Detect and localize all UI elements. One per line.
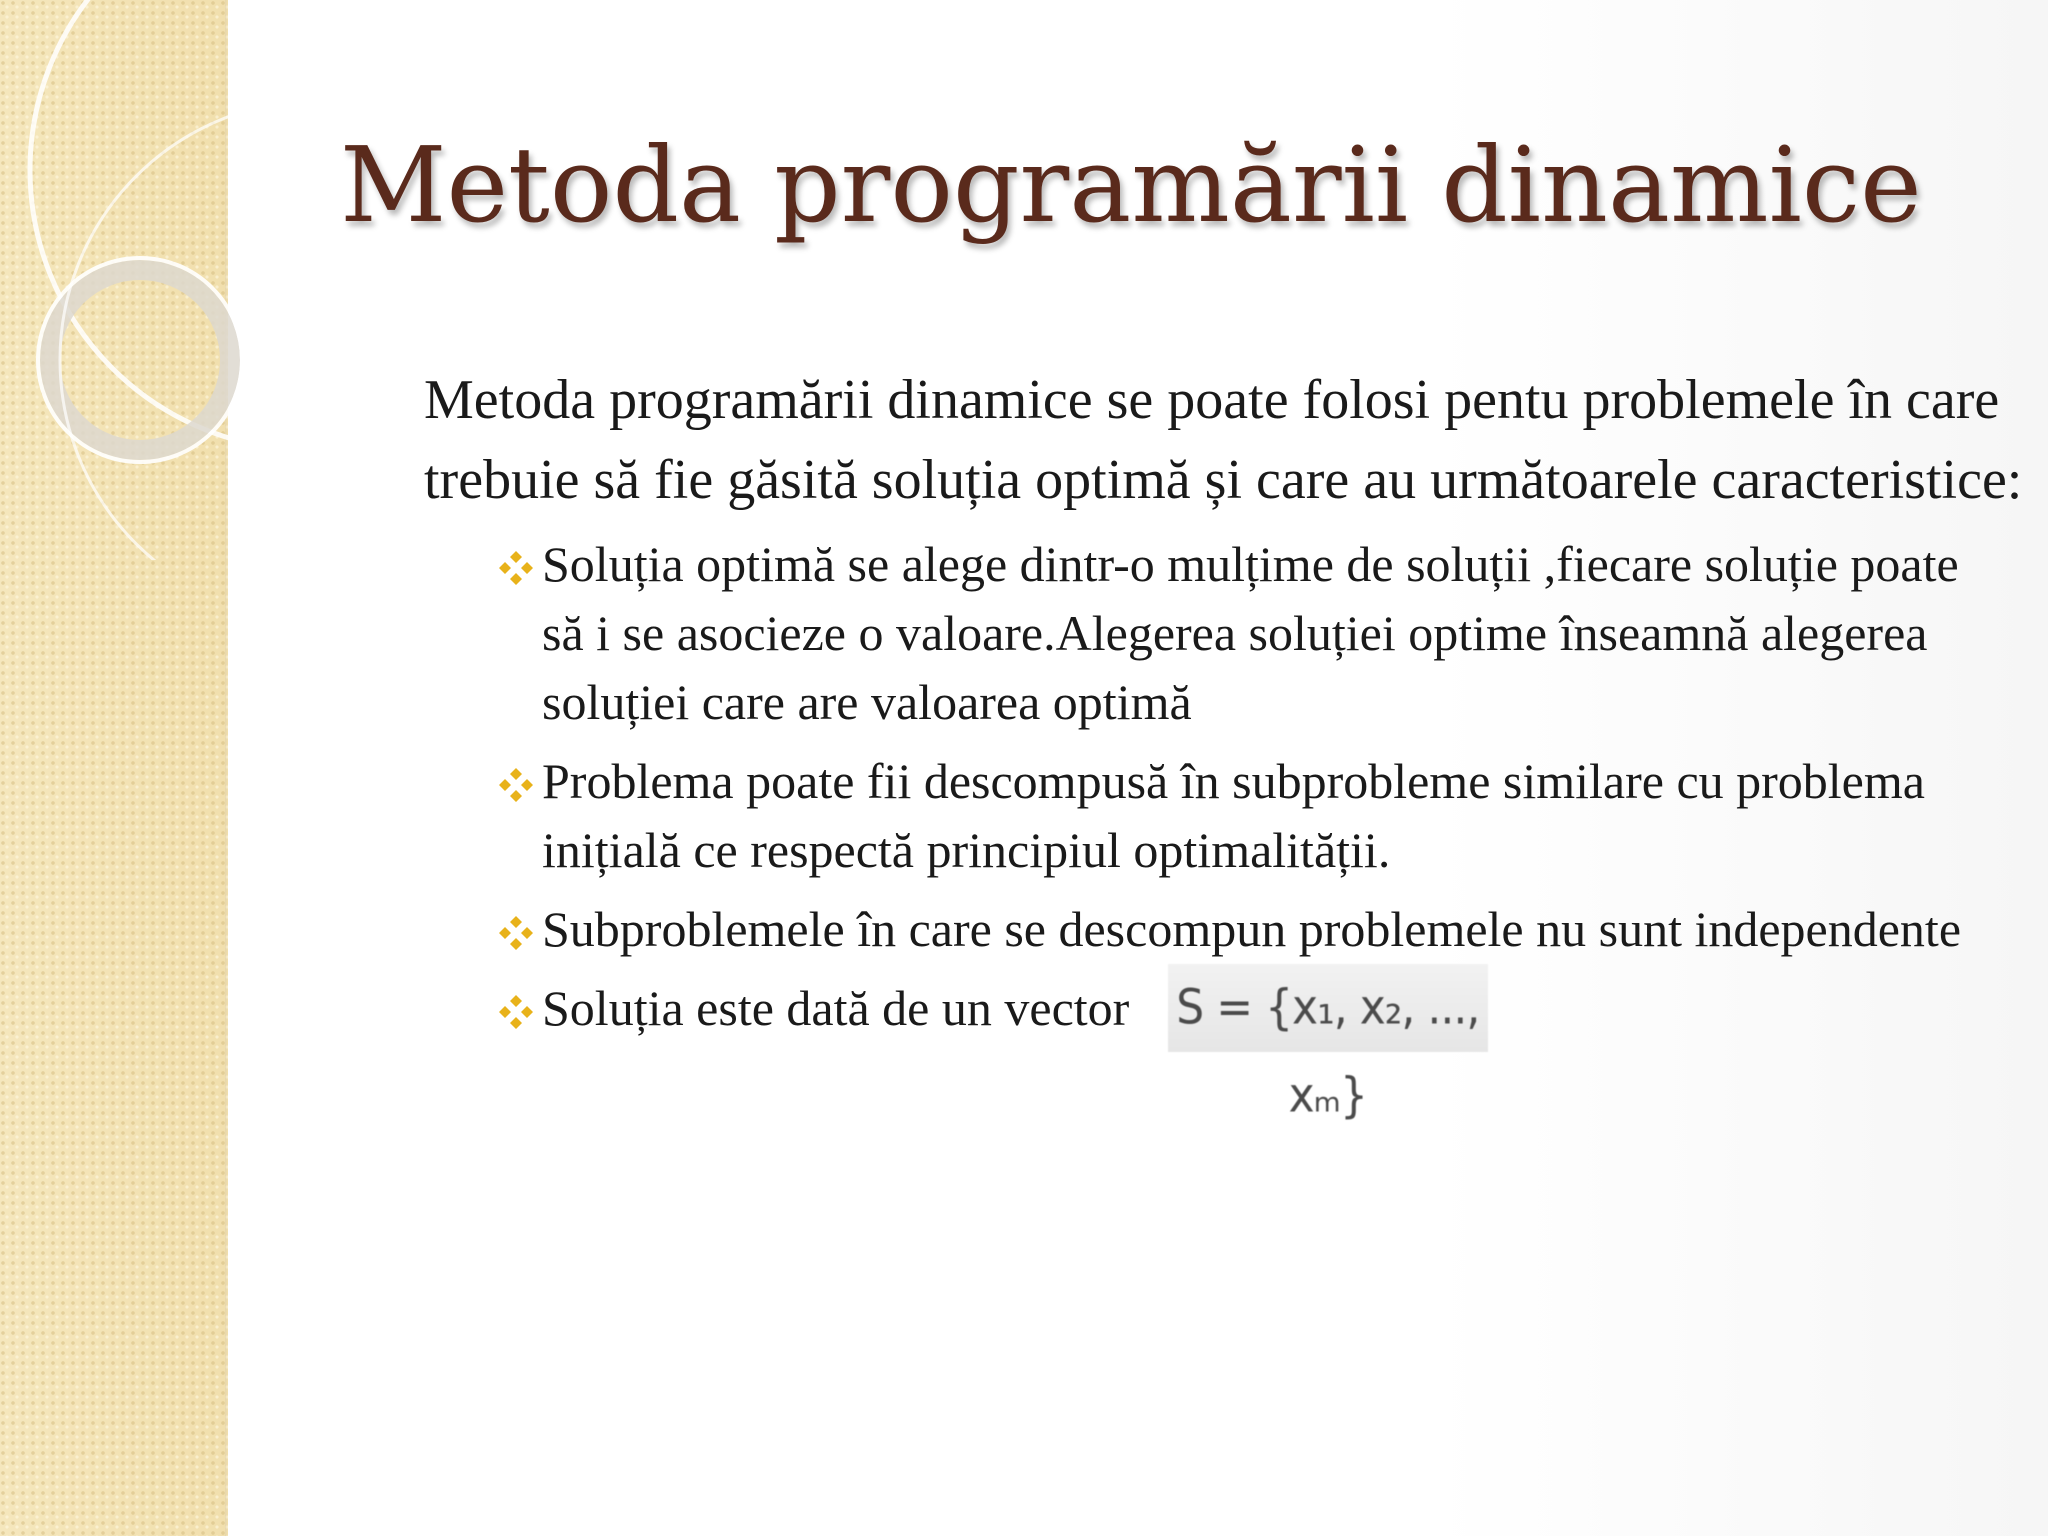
- bullet-item: [496, 895, 1982, 964]
- bullet-item: [496, 747, 1982, 885]
- vector-formula-image: S = {x₁, x₂, ..., xₘ}: [1168, 964, 1488, 1052]
- bullet-text: Soluția este dată de un vector: [542, 980, 1130, 1036]
- bullet-item: [496, 974, 1982, 1124]
- bullet-list: [424, 530, 2024, 1124]
- decorative-side-band: [0, 0, 228, 1536]
- intro-paragraph: Metoda programării dinamice se poate folosi pentu problemele în care trebuie să fie găsită soluția optimă și care au următoarele caracteristice:: [424, 369, 2023, 511]
- four-diamond-bullet-icon: [496, 548, 536, 588]
- slide-content: [424, 360, 2024, 1124]
- slide-title: Metoda programării dinamice: [340, 124, 1922, 246]
- bullet-text: Soluția optimă se alege dintr-o mulțime de soluții ,fiecare soluție poate să i se asocieze o valoare.Alegerea soluției optime înseamnă alegerea soluției care are valoarea optimă: [542, 536, 1959, 730]
- four-diamond-bullet-icon: [496, 992, 536, 1032]
- bullet-text: Subproblemele în care se descompun problemele nu sunt independente: [542, 901, 1962, 957]
- four-diamond-bullet-icon: [496, 913, 536, 953]
- four-diamond-bullet-icon: [496, 765, 536, 805]
- bullet-text: Problema poate fii descompusă în subprobleme similare cu problema inițială ce respectă principiul optimalității.: [542, 753, 1925, 878]
- bullet-item: [496, 530, 1982, 737]
